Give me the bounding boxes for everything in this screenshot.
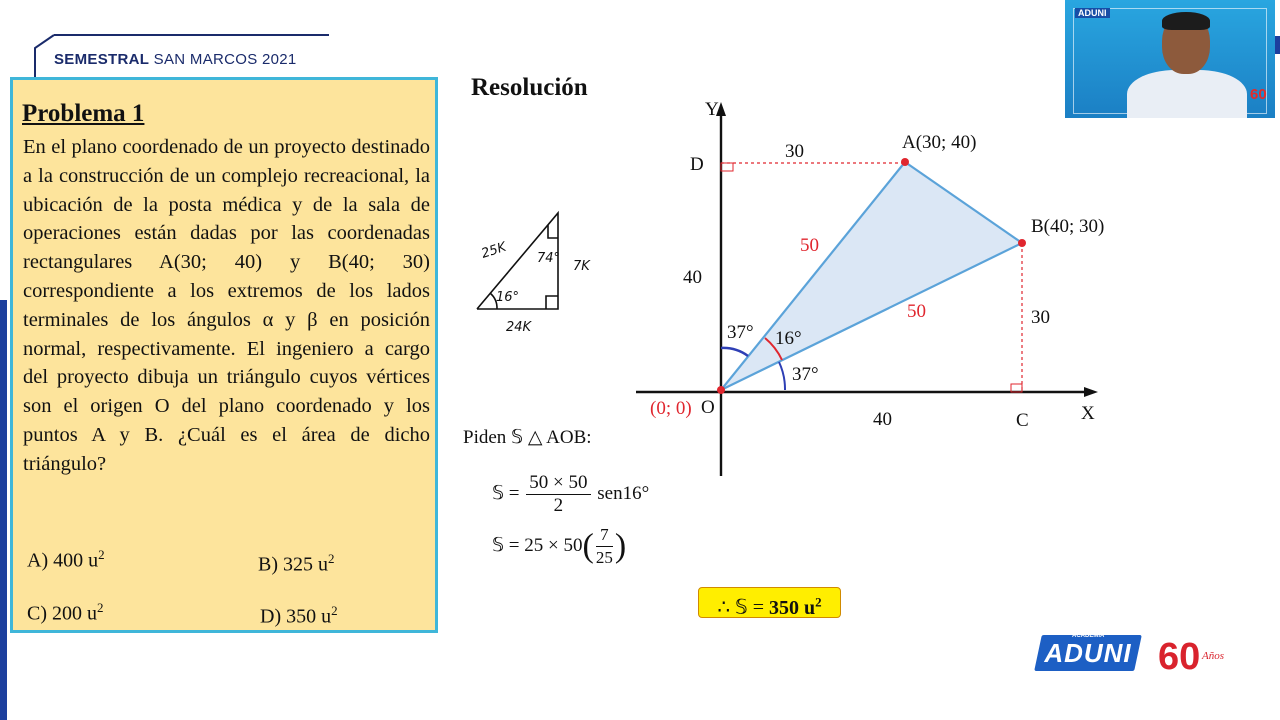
angle-37-top-label: 37° (727, 322, 754, 343)
right-angle-d (721, 163, 733, 171)
point-o-marker (717, 386, 725, 394)
formula-area-2: 𝕊 = 25 × 50( $\frac{7}{25}$ ) (492, 525, 627, 567)
option-d-exp: 2 (331, 603, 338, 618)
length-od: 40 (683, 267, 702, 288)
point-a-label: A(30; 40) (902, 132, 977, 153)
final-answer-box (698, 587, 841, 618)
formula-2-lhs: 𝕊 = 25 × 50 (492, 534, 583, 556)
formula-2-denominator: 25 (595, 548, 613, 567)
point-o-label: O (701, 397, 715, 418)
point-d-label: D (690, 154, 704, 175)
answer-prefix: ∴ 𝕊 = (717, 596, 770, 619)
option-a[interactable] (27, 547, 105, 573)
formula-area-1 (492, 472, 649, 517)
aduni-logo-sub: ACADEMIA (1072, 633, 1105, 639)
point-c-label: C (1016, 410, 1029, 431)
presenter-hair (1162, 12, 1210, 30)
origin-coordinates: (0; 0) (650, 398, 692, 419)
problem-title: Problema 1 (22, 100, 145, 127)
angle-37-bottom-label: 37° (792, 364, 819, 385)
formula-1-rhs: sen16° (597, 482, 650, 504)
formula-2-numerator: 7 (596, 524, 613, 547)
triangle-aob (721, 162, 1022, 390)
axis-y-label: Y (705, 99, 719, 120)
formula-1-lhs: 𝕊 = (492, 482, 520, 504)
formula-1-fraction (526, 472, 590, 517)
sixty-years-anos: Años (1202, 650, 1224, 662)
sketch-angle-top-label: 74° (537, 251, 561, 266)
formula-1-numerator: 50 × 50 (526, 472, 590, 495)
option-c-label: C) 200 u (27, 602, 97, 625)
sketch-hyp-label: 25K (479, 239, 509, 262)
sketch-angle-bottom-label: 16° (496, 290, 520, 305)
webcam-video (1065, 0, 1275, 118)
angle-arc-37-top (721, 348, 748, 356)
course-title-bold: SEMESTRAL (54, 51, 150, 68)
option-d[interactable] (260, 603, 338, 629)
length-da: 30 (785, 141, 804, 162)
option-b[interactable] (258, 551, 335, 577)
presenter-body (1127, 70, 1247, 118)
angle-arc-37-bottom (779, 362, 785, 390)
option-a-exp: 2 (98, 547, 105, 562)
left-accent-bar (0, 300, 7, 720)
length-bc: 30 (1031, 307, 1050, 328)
webcam-logo: ADUNI (1075, 8, 1110, 18)
point-b-marker (1018, 239, 1026, 247)
formula-1-denominator: 2 (553, 495, 564, 516)
option-c[interactable] (27, 600, 104, 626)
course-title (54, 51, 297, 68)
length-oc: 40 (873, 409, 892, 430)
option-b-exp: 2 (328, 551, 335, 566)
option-a-label: A) 400 u (27, 549, 99, 572)
angle-16-label: 16° (775, 328, 802, 349)
formula-2-fraction (596, 524, 613, 569)
aduni-logo-text: ADUNI (1044, 638, 1132, 668)
sketch-side-label: 7K (573, 259, 590, 274)
length-ob: 50 (907, 301, 926, 322)
resolution-title: Resolución (471, 74, 588, 101)
answer-value: 350 u (769, 596, 816, 619)
option-c-exp: 2 (97, 600, 104, 615)
axis-x-label: X (1081, 403, 1095, 424)
problem-statement: En el plano coordenado de un proyecto destinado a la construcción de un complejo recreacional, la ubicación de la posta médica y de la sala de operaciones están dadas por las coordenadas rectangulares A(30; 40) y B(40; 30) correspondiente a los extremos de los lados terminales de los ángulos α y β en posición normal, respectivamente. El ingeniero a cargo del proyecto dibuja un triángulo cuyos vértices son el origen O del plano coordenado y los puntos A y B. ¿Cuál es el área de dicho triángulo? (23, 136, 430, 475)
option-b-label: B) 325 u (258, 553, 328, 576)
point-b-label: B(40; 30) (1031, 216, 1105, 237)
header-line (54, 34, 329, 36)
course-title-rest: SAN MARCOS 2021 (149, 51, 297, 68)
sketch-base-label: 24K (506, 320, 532, 335)
length-oa: 50 (800, 235, 819, 256)
webcam-60-badge: 60 (1250, 86, 1267, 103)
sixty-years-logo: 60 (1158, 636, 1201, 678)
answer-exponent: 2 (815, 594, 822, 609)
option-d-label: D) 350 u (260, 605, 332, 628)
point-a-marker (901, 158, 909, 166)
piden-label: Piden 𝕊 △ AOB: (463, 427, 592, 448)
